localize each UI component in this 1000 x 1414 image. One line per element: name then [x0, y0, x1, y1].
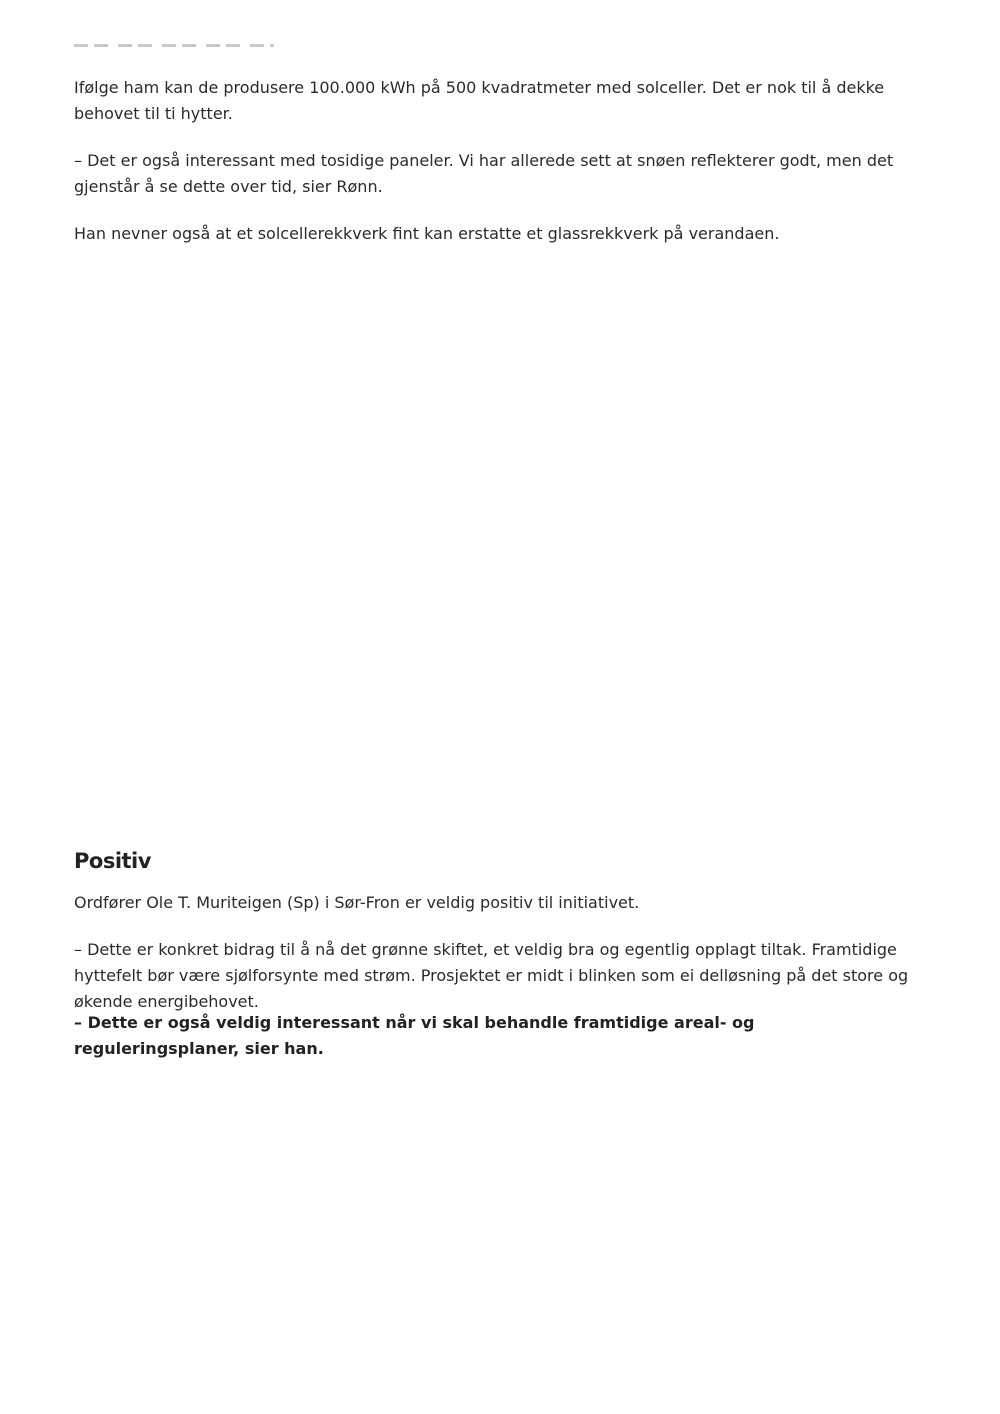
section-heading: Positiv — [74, 849, 151, 873]
cropped-text-line — [74, 40, 274, 48]
article-quote-bold: – Dette er også veldig interessant når vi skal behandle framtidige areal- og reguleringsplaner, sier han. — [74, 1013, 755, 1058]
article-paragraph: Ifølge ham kan de produsere 100.000 kWh på 500 kvadratmeter med solceller. Det er nok til å dekke behovet til ti hytter. — [74, 78, 885, 123]
article-paragraph: – Dette er konkret bidrag til å nå det grønne skiftet, et veldig bra og egentlig opplagt tiltak. Framtidige hyttefelt bør være sjølforsynte med strøm. Prosjektet er midt i blinken som ei delløsning på det store og økende energibehovet. — [74, 940, 909, 1011]
article-paragraph: Ordfører Ole T. Muriteigen (Sp) i Sør-Fron er veldig positiv til initiativet. — [74, 893, 640, 912]
article-paragraph: – Det er også interessant med tosidige paneler. Vi har allerede sett at snøen reflekterer godt, men det gjenstår å se dette over tid, sier Rønn. — [74, 151, 894, 196]
article-paragraph: Han nevner også at et solcellerekkverk fint kan erstatte et glassrekkverk på verandaen. — [74, 224, 780, 243]
